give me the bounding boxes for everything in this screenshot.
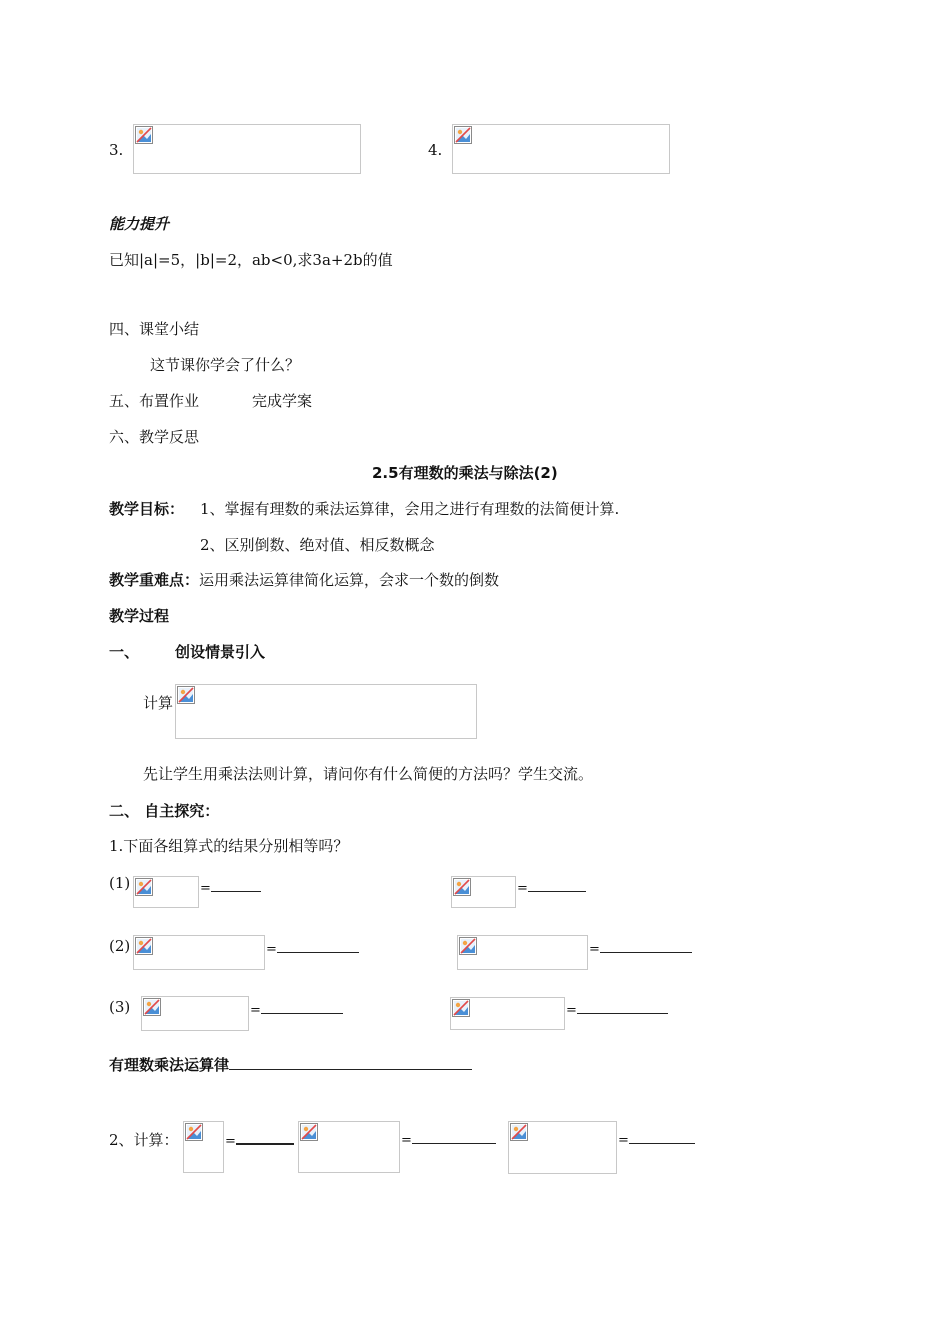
- broken-image-icon: [185, 1123, 203, 1141]
- row2b-answer: [589, 938, 692, 957]
- row3-label: (3): [109, 998, 131, 1016]
- answer-blank: [629, 1129, 695, 1144]
- goal-2: 2、区别倒数、绝对值、相反数概念: [200, 536, 435, 554]
- broken-image-icon: [143, 998, 161, 1016]
- broken-image-icon: [135, 126, 153, 144]
- row3a-answer: [250, 999, 343, 1018]
- formula-image-2b: [457, 935, 588, 970]
- equals-sign: =: [266, 942, 277, 957]
- equals-sign: =: [225, 1134, 236, 1149]
- goal-1: 1、掌握有理数的乘法运算律，会用之进行有理数的法简便计算.: [200, 500, 620, 518]
- law-label: 有理数乘法运算律: [109, 1056, 230, 1074]
- homework-text: 完成学案: [252, 392, 313, 410]
- answer-blank: [277, 938, 359, 953]
- equals-sign: =: [589, 942, 600, 957]
- formula-image-c3: [508, 1121, 617, 1174]
- calc2c-answer: [618, 1129, 695, 1148]
- equals-sign: =: [250, 1003, 261, 1018]
- answer-blank: [261, 999, 343, 1014]
- broken-image-icon: [135, 937, 153, 955]
- item-4-label: 4.: [428, 141, 443, 159]
- broken-image-icon: [454, 126, 472, 144]
- row2a-answer: [266, 938, 359, 957]
- lesson-title: 2.5有理数的乘法与除法(2): [372, 464, 558, 482]
- formula-image-c2: [298, 1121, 400, 1173]
- answer-blank: [528, 877, 586, 892]
- formula-image-4: [452, 124, 670, 174]
- formula-image-1b: [451, 876, 516, 908]
- goals-label: 教学目标：: [109, 500, 185, 518]
- process-heading: 教学过程: [109, 607, 170, 625]
- formula-image-1a: [133, 876, 199, 908]
- part2-question: 1.下面各组算式的结果分别相等吗？: [109, 837, 349, 855]
- part1-number: 一、: [109, 643, 140, 661]
- equals-sign: =: [401, 1133, 412, 1148]
- formula-image-calc: [175, 684, 477, 739]
- answer-blank: [600, 938, 692, 953]
- summary-question: 这节课你学会了什么？: [150, 356, 301, 374]
- broken-image-icon: [453, 878, 471, 896]
- row1a-answer: [200, 877, 261, 896]
- part1-title: 创设情景引入: [175, 643, 266, 661]
- formula-image-3a: [141, 996, 249, 1031]
- broken-image-icon: [135, 878, 153, 896]
- broken-image-icon: [300, 1123, 318, 1141]
- row2-label: (2): [109, 937, 131, 955]
- ability-problem: 已知|a|=5，|b|=2，ab<0,求3a+2b的值: [109, 251, 393, 269]
- broken-image-icon: [510, 1123, 528, 1141]
- equals-sign: =: [618, 1133, 629, 1148]
- row3b-answer: [566, 999, 668, 1018]
- calc2b-answer: [401, 1129, 496, 1148]
- row1b-answer: [517, 877, 586, 896]
- calc2a-answer: [225, 1129, 294, 1149]
- equals-sign: =: [517, 881, 528, 896]
- part1-discussion: 先让学生用乘法法则计算，请问你有什么简便的方法吗？学生交流。: [143, 765, 594, 783]
- row1-label: (1): [109, 874, 131, 892]
- summary-heading: 四、课堂小结: [109, 320, 200, 338]
- item-3-label: 3.: [109, 141, 124, 159]
- equals-sign: =: [200, 881, 211, 896]
- broken-image-icon: [177, 686, 195, 704]
- key-label: 教学重难点：: [109, 571, 200, 589]
- calc-label: 计算: [143, 694, 174, 712]
- homework-label: 五、布置作业: [109, 392, 200, 410]
- broken-image-icon: [459, 937, 477, 955]
- formula-image-3: [133, 124, 361, 174]
- formula-image-3b: [450, 997, 565, 1030]
- calc2-label: 2、计算：: [109, 1131, 179, 1149]
- law-blank: [229, 1055, 472, 1070]
- equals-sign: =: [566, 1003, 577, 1018]
- reflection-heading: 六、教学反思: [109, 428, 200, 446]
- key-text: 运用乘法运算律简化运算，会求一个数的倒数: [199, 571, 500, 589]
- part2-heading: 二、 自主探究：: [109, 802, 220, 820]
- answer-blank: [211, 877, 261, 892]
- broken-image-icon: [452, 999, 470, 1017]
- answer-blank: [412, 1129, 496, 1144]
- answer-blank: [236, 1129, 294, 1145]
- formula-image-c1: [183, 1121, 224, 1173]
- answer-blank: [577, 999, 668, 1014]
- ability-heading: 能力提升: [109, 215, 170, 233]
- formula-image-2a: [133, 935, 265, 970]
